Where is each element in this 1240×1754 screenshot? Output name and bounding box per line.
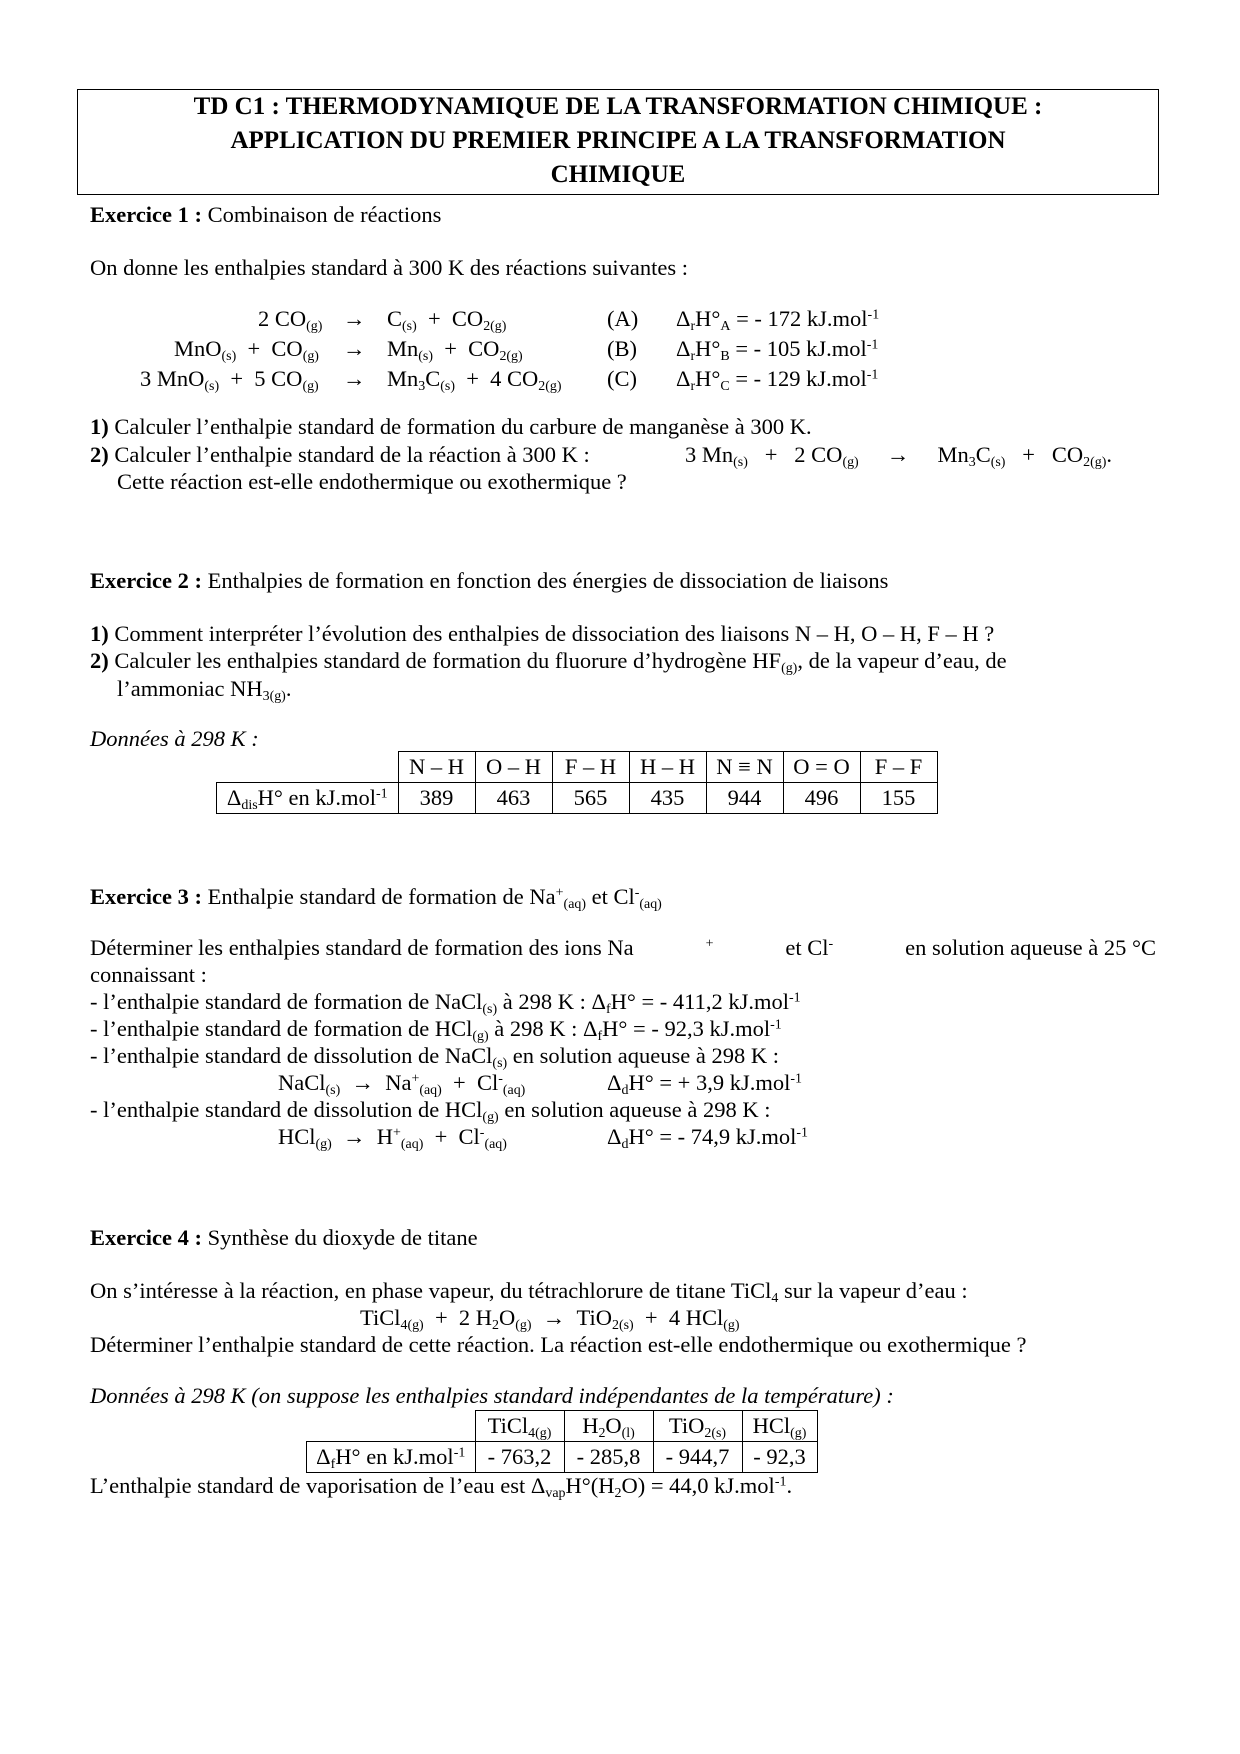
reaction-b-arrow: →	[343, 336, 366, 361]
reaction-c-label: (C)	[607, 366, 637, 391]
table-header: TiCl$_{4(g)}$	[475, 1411, 564, 1442]
reaction-b-enthalpy: $\Delta_rH^\circ_B$ = - 105 kJ.mol$^{-1}$	[676, 336, 879, 365]
table-cell: 435	[629, 783, 706, 814]
table-cell: - 92,3	[742, 1442, 817, 1473]
table-cell: - 763,2	[475, 1442, 564, 1473]
table-row	[307, 1442, 818, 1473]
table-row	[217, 783, 938, 814]
ex3-heading: Exercice 3 : Enthalpie standard de formation de $Na^+_{(aq)}$ et $Cl^-_{(aq)}$	[90, 884, 662, 913]
bond-energy-table	[216, 751, 938, 814]
ex2-question-1: 1) Comment interpréter l’évolution des enthalpies de dissociation des liaisons N – H, O – H, F – H ?	[90, 621, 995, 646]
table-row	[307, 1411, 818, 1442]
ex4-label: Exercice 4 :	[90, 1225, 203, 1250]
table-header: H – H	[629, 752, 706, 783]
ex4-title: Synthèse du dioxyde de titane	[207, 1225, 478, 1250]
reaction-b-label: (B)	[607, 336, 637, 361]
ex1-question-1: 1) Calculer l’enthalpie standard de formation du carbure de manganèse à 300 K.	[90, 414, 812, 439]
ex3-bullet-1: - l’enthalpie standard de formation de NaCl$_{(s)}$ à 298 K : $\Delta_fH^\circ$ = - 411,2 kJ.mol$^{-1}$	[90, 989, 801, 1018]
reaction-a-lhs: 2 $CO_{(g)}$	[258, 306, 323, 335]
ex1-question-2-line2: Cette réaction est-elle endothermique ou exothermique ?	[117, 469, 627, 494]
ex2-data-label: Données à 298 K :	[90, 726, 259, 751]
ex4-heading	[90, 1223, 478, 1252]
ex1-q2-equation: 3 $Mn_{(s)} + 2$ $CO_{(g)}$ → $Mn_3C_{(s)} + CO_{2(g)}$.	[685, 442, 1112, 471]
ex3-equation-2-enthalpy: $\Delta_dH^\circ$ = - 74,9 kJ.mol$^{-1}$	[607, 1124, 809, 1153]
ex4-vaporisation: L’enthalpie standard de vaporisation de l’eau est $\Delta_{vap}H^\circ(H_2O) = 44,0$ kJ.mol$^{-1}$.	[90, 1473, 793, 1502]
table-cell: 155	[860, 783, 937, 814]
ex3-bullet-3: - l’enthalpie standard de dissolution de NaCl$_{(s)}$ en solution aqueuse à 298 K :	[90, 1043, 779, 1072]
title-line-2: APPLICATION DU PREMIER PRINCIPE A LA TRANSFORMATION	[230, 127, 1006, 154]
reaction-c-lhs: 3 MnO$_{(s)}$ + 5 $CO_{(g)}$	[140, 366, 319, 395]
ex1-label: Exercice 1 :	[90, 202, 203, 227]
reaction-a-enthalpy: $\Delta_rH^\circ_A$ = - 172 kJ.mol$^{-1}$	[676, 306, 880, 335]
reaction-b-lhs: $MnO_{(s)} + CO_{(g)}$	[174, 336, 319, 365]
ex1-question-2: 2) Calculer l’enthalpie standard de la réaction à 300 K : 3 $Mn_{(s)} + 2$ $CO_{(g)}$ → $Mn_3C_{(s)} + CO_{2(g)}$.	[90, 442, 1112, 471]
table-header: N ≡ N	[706, 752, 783, 783]
ex2-title: Enthalpies de formation en fonction des énergies de dissociation de liaisons	[207, 568, 889, 593]
table-header: O = O	[783, 752, 860, 783]
ex1-heading	[90, 200, 441, 229]
table-header: $H_2O_{(l)}$	[564, 1411, 653, 1442]
title-line-1: TD C1 : THERMODYNAMIQUE DE LA TRANSFORMATION CHIMIQUE :	[193, 93, 1043, 120]
document-page	[90, 0, 1156, 1754]
ex3-intro-2: connaissant :	[90, 962, 207, 987]
table-header: O – H	[475, 752, 552, 783]
reaction-c-rhs: $Mn_3C_{(s)} + 4$ $CO_{2(g)}$	[387, 366, 562, 395]
table-cell: 389	[398, 783, 475, 814]
ex2-question-2-line2: l’ammoniac $NH_{3(g)}$.	[117, 676, 292, 705]
ex4-data-label: Données à 298 K (on suppose les enthalpies standard indépendantes de la température) :	[90, 1383, 894, 1408]
reaction-a-arrow: →	[343, 306, 366, 331]
ex3-bullet-2: - l’enthalpie standard de formation de HCl$_{(g)}$ à 298 K : $\Delta_fH^\circ$ = - 92,3 kJ.mol$^{-1}$	[90, 1016, 782, 1045]
table-cell: 496	[783, 783, 860, 814]
ex1-title: Combinaison de réactions	[207, 202, 442, 227]
table-row-label: $\Delta_{dis}H^\circ$ en kJ.mol$^{-1}$	[217, 783, 399, 814]
ex4-question: Déterminer l’enthalpie standard de cette réaction. La réaction est-elle endothermique ou exothermique ?	[90, 1332, 1027, 1357]
ex3-intro: Déterminer les enthalpies standard de formation des ions Na + et Cl- en solution aqueuse à 25 °C	[90, 935, 1156, 960]
reaction-c-arrow: →	[343, 366, 366, 391]
table-cell: - 285,8	[564, 1442, 653, 1473]
table-cell: 565	[552, 783, 629, 814]
table-header: TiO$_{2(s)}$	[653, 1411, 742, 1442]
table-cell: 463	[475, 783, 552, 814]
table-header: N – H	[398, 752, 475, 783]
ex1-intro: On donne les enthalpies standard à 300 K des réactions suivantes :	[90, 255, 688, 280]
ex3-equation-2: $HCl_{(g)} \to H^+_{(aq)} + Cl^-_{(aq)}$	[278, 1124, 507, 1153]
ex4-equation: TiCl$_{4(g)}$ + 2 $H_2O_{(g)} \to TiO_{2(s)} + 4$ HCl$_{(g)}$	[360, 1305, 740, 1334]
table-cell: - 944,7	[653, 1442, 742, 1473]
reaction-c-enthalpy: $\Delta_rH^\circ_C$ = - 129 kJ.mol$^{-1}$	[676, 366, 879, 395]
table-row-label: $\Delta_fH^\circ$ en kJ.mol$^{-1}$	[307, 1442, 476, 1473]
table-header: HCl$_{(g)}$	[742, 1411, 817, 1442]
table-header: F – F	[860, 752, 937, 783]
ex3-label: Exercice 3 :	[90, 884, 203, 909]
table-row	[217, 752, 938, 783]
formation-enthalpy-table	[306, 1410, 818, 1473]
ex2-heading	[90, 566, 888, 595]
ex3-title: Enthalpie standard de formation de Na	[207, 884, 556, 909]
ex3-equation-1: NaCl$_{(s)}$ → $Na^+_{(aq)} + Cl^-_{(aq)}$	[278, 1070, 526, 1099]
ex2-question-2: 2) Calculer les enthalpies standard de formation du fluorure d’hydrogène $HF_{(g)}$, de la vapeur d’eau, de	[90, 648, 1007, 677]
ex3-equation-1-enthalpy: $\Delta_dH^\circ$ = + 3,9 kJ.mol$^{-1}$	[607, 1070, 802, 1099]
reaction-a-rhs: $C_{(s)} + CO_{2(g)}$	[387, 306, 507, 335]
title-line-3: CHIMIQUE	[550, 161, 686, 188]
reaction-b-rhs: $Mn_{(s)} + CO_{2(g)}$	[387, 336, 523, 365]
title-box	[77, 89, 1159, 195]
table-cell: 944	[706, 783, 783, 814]
table-header: F – H	[552, 752, 629, 783]
reaction-a-label: (A)	[607, 306, 639, 331]
ex2-label: Exercice 2 :	[90, 568, 203, 593]
ex4-intro: On s’intéresse à la réaction, en phase vapeur, du tétrachlorure de titane TiCl$_4$ sur la vapeur d’eau :	[90, 1278, 968, 1307]
ex3-bullet-4: - l’enthalpie standard de dissolution de HCl$_{(g)}$ en solution aqueuse à 298 K :	[90, 1097, 771, 1126]
